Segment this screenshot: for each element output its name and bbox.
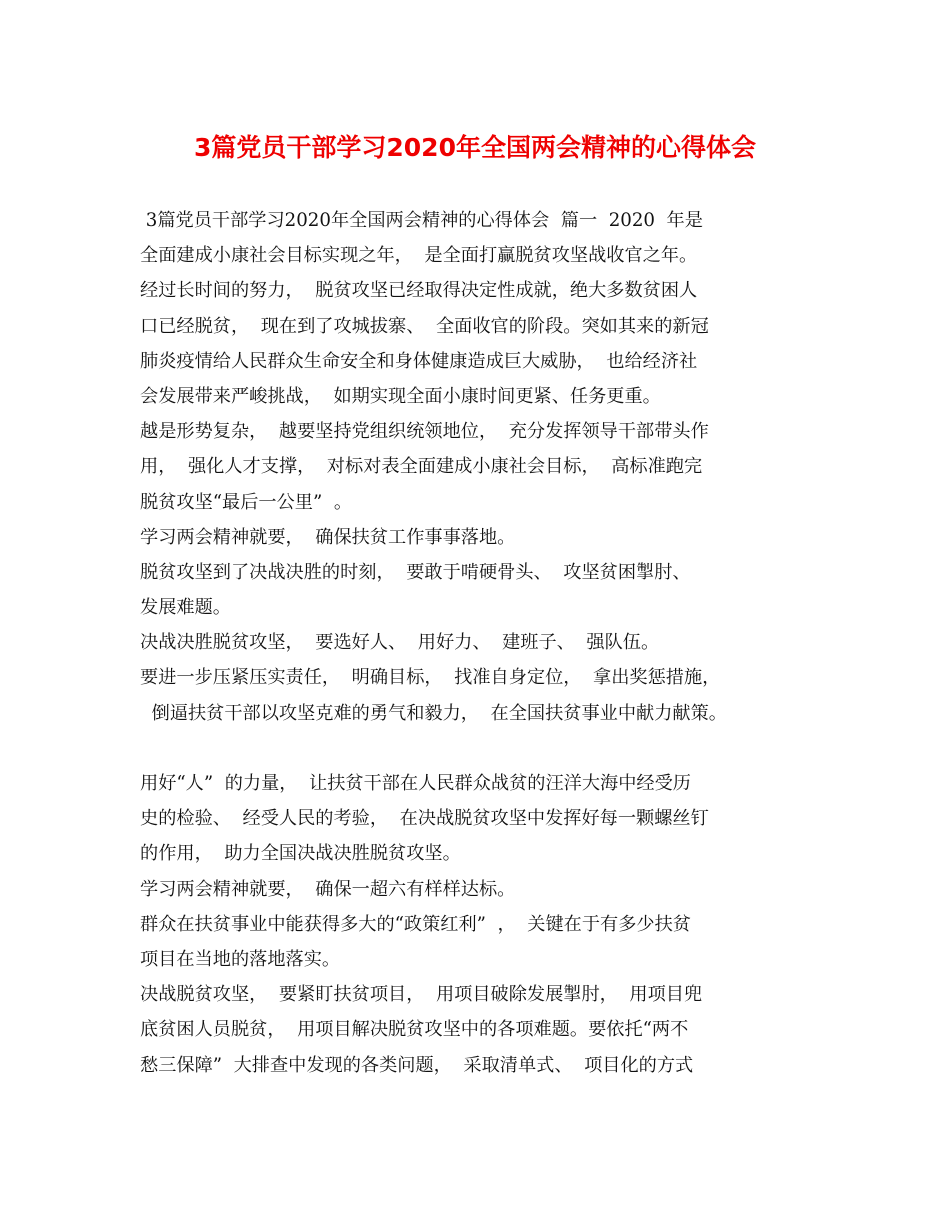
body-line: 发展难题。	[140, 597, 231, 619]
body-line: 群众在扶贫事业中能获得多大的“政策红利” ， 关键在于有多少扶贫	[140, 913, 691, 935]
body-line: 项目在当地的落地落实。	[140, 948, 341, 970]
body-line: 口已经脱贫， 现在到了攻城拔寨、 全面收官的阶段。突如其来的新冠	[140, 315, 709, 337]
body-line: 3篇党员干部学习2020年全国两会精神的心得体会 篇一 2020 年是	[140, 210, 703, 231]
body-line: 脱贫攻坚到了决战决胜的时刻， 要敢于啃硬骨头、 攻坚贫困掣肘、	[140, 561, 691, 583]
body-line: 越是形势复杂， 越要坚持党组织统领地位， 充分发挥领导干部带头作	[140, 421, 709, 443]
body-line: 学习两会精神就要， 确保一超六有样样达标。	[140, 878, 516, 900]
document-title: 3篇党员干部学习2020年全国两会精神的心得体会	[194, 133, 756, 162]
blank-line	[140, 731, 830, 766]
body-line: 脱贫攻坚“最后一公里” 。	[140, 491, 353, 513]
body-line: 底贫困人员脱贫， 用项目解决脱贫攻坚中的各项难题。要依托“两不	[140, 1019, 689, 1041]
body-line: 会发展带来严峻挑战， 如期实现全面小康时间更紧、任务更重。	[140, 385, 661, 407]
body-line: 全面建成小康社会目标实现之年， 是全面打赢脱贫攻坚战收官之年。	[140, 245, 698, 267]
body-line: 的作用， 助力全国决战决胜脱贫攻坚。	[140, 843, 461, 865]
body-line: 学习两会精神就要， 确保扶贫工作事事落地。	[140, 526, 516, 548]
body-line: 用， 强化人才支撑， 对标对表全面建成小康社会目标， 高标准跑完	[140, 456, 703, 478]
body-line: 肺炎疫情给人民群众生命安全和身体健康造成巨大威胁， 也给经济社	[140, 350, 698, 372]
body-line: 要进一步压紧压实责任， 明确目标， 找准自身定位， 拿出奖惩措施，	[140, 667, 721, 689]
body-line: 史的检验、 经受人民的考验， 在决战脱贫攻坚中发挥好每一颗螺丝钉	[140, 808, 709, 830]
body-line: 决战决胜脱贫攻坚， 要选好人、 用好力、 建班子、 强队伍。	[140, 632, 660, 654]
body-line: 倒逼扶贫干部以攻坚克难的勇气和毅力， 在全国扶贫事业中献力献策。	[140, 702, 727, 724]
body-line: 愁三保障” 大排查中发现的各类问题， 采取清单式、 项目化的方式	[140, 1054, 694, 1076]
document-body	[140, 203, 830, 1083]
body-line: 经过长时间的努力， 脱贫攻坚已经取得决定性成就，绝大多数贫困人	[140, 280, 698, 302]
body-line: 用好“人” 的力量， 让扶贫干部在人民群众战贫的汪洋大海中经受历	[140, 773, 691, 794]
body-line: 决战脱贫攻坚， 要紧盯扶贫项目， 用项目破除发展掣肘， 用项目兜	[140, 984, 703, 1006]
